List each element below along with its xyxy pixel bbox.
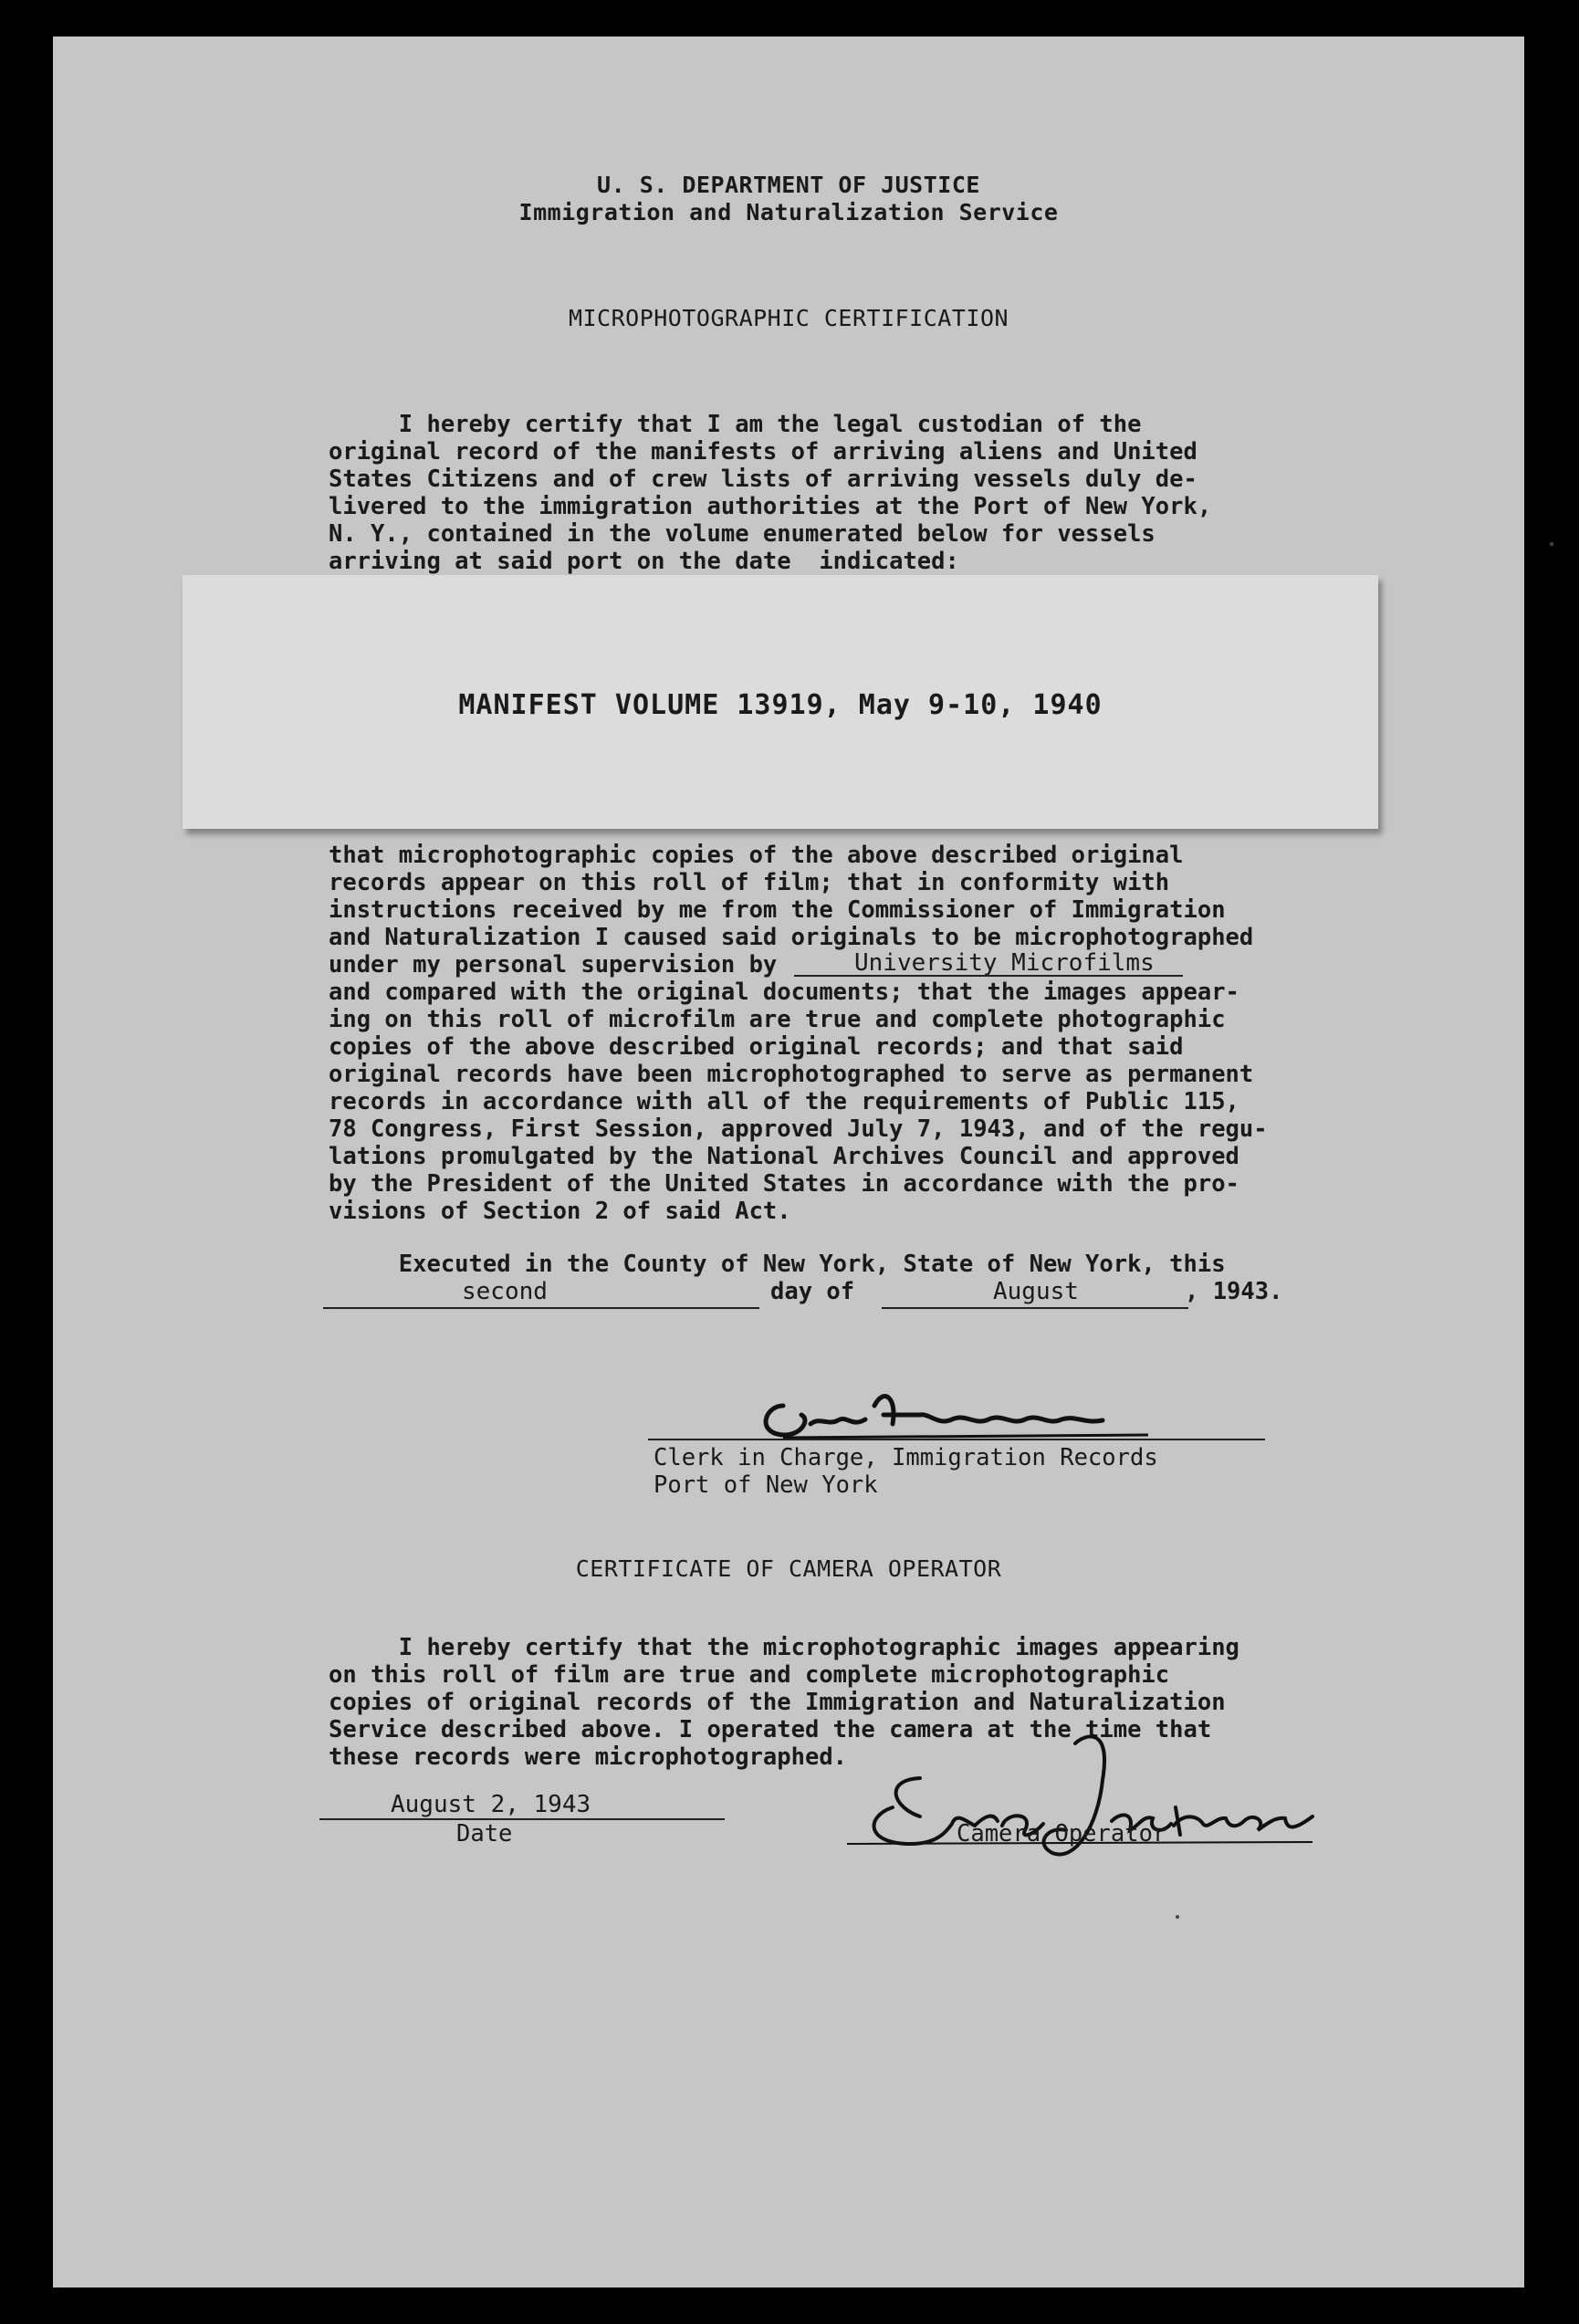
date-label: Date (456, 1820, 513, 1848)
text-line: and Naturalization I caused said originals to be microphotographed (329, 924, 1254, 951)
text-line: on this roll of film are true and complete microphotographic (329, 1661, 1170, 1689)
camera-operator-heading: CERTIFICATE OF CAMERA OPERATOR (575, 1555, 1002, 1582)
clerk-title: Clerk in Charge, Immigration Records (654, 1444, 1158, 1471)
day-of-label: day of (770, 1278, 855, 1305)
operator-label: Camera Operator (957, 1820, 1167, 1848)
supervisor-underline (794, 975, 1183, 977)
text-line: I hereby certify that I am the legal custodian of the (329, 411, 1142, 438)
manifest-volume-text: MANIFEST VOLUME 13919, May 9-10, 1940 (458, 689, 1103, 721)
year-value: , 1943. (1185, 1278, 1283, 1305)
text-line: livered to the immigration authorities at the Port of New York, (329, 493, 1212, 520)
day-value: second (462, 1278, 548, 1305)
text-line: instructions received by me from the Commissioner of Immigration (329, 896, 1226, 924)
text-line: States Citizens and of crew lists of arriving vessels duly de- (329, 466, 1197, 493)
month-value: August (993, 1278, 1079, 1305)
speck (1176, 1915, 1179, 1919)
text-line: I hereby certify that the microphotographic images appearing (329, 1634, 1239, 1661)
certification-title: MICROPHOTOGRAPHIC CERTIFICATION (568, 305, 1009, 331)
speck (1550, 542, 1553, 546)
service-heading: Immigration and Naturalization Service (518, 199, 1059, 225)
text-line: visions of Section 2 of said Act. (329, 1198, 791, 1225)
text-line: these records were microphotographed. (329, 1743, 848, 1771)
supervisor-value: University Microfilms (854, 949, 1155, 977)
manifest-slip (183, 575, 1378, 829)
executed-line: Executed in the County of New York, State of New York, this (329, 1251, 1226, 1278)
text-line: that microphotographic copies of the above described original (329, 842, 1184, 869)
text-line: 78 Congress, First Session, approved July 7, 1943, and of the regu- (329, 1115, 1268, 1143)
month-underline (882, 1307, 1188, 1309)
text-line: Service described above. I operated the camera at the time that (329, 1716, 1212, 1743)
text-line: original records have been microphotographed to serve as permanent (329, 1061, 1254, 1088)
clerk-port: Port of New York (654, 1471, 878, 1499)
text-line: original record of the manifests of arriving aliens and United (329, 438, 1197, 466)
text-line: copies of original records of the Immigration and Naturalization (329, 1689, 1226, 1716)
clerk-signature-line (648, 1439, 1265, 1440)
text-line: under my personal supervision by (329, 951, 778, 979)
text-line: N. Y., contained in the volume enumerated below for vessels (329, 520, 1155, 548)
text-line: records in accordance with all of the requirements of Public 115, (329, 1088, 1239, 1115)
operator-signature (838, 1716, 1349, 1871)
text-line: records appear on this roll of film; that in conformity with (329, 869, 1170, 896)
date-value: August 2, 1943 (391, 1791, 591, 1818)
text-line: copies of the above described original records; and that said (329, 1033, 1184, 1061)
document-page (53, 37, 1524, 2287)
text-line: and compared with the original documents; that the images appear- (329, 979, 1239, 1006)
text-line: by the President of the United States in accordance with the pro- (329, 1170, 1239, 1198)
date-underline (319, 1818, 725, 1820)
text-line: lations promulgated by the National Archives Council and approved (329, 1143, 1239, 1170)
department-heading: U. S. DEPARTMENT OF JUSTICE (597, 172, 980, 198)
day-underline (323, 1307, 759, 1309)
text-line: arriving at said port on the date indicated: (329, 548, 959, 575)
text-line: ing on this roll of microfilm are true and complete photographic (329, 1006, 1226, 1033)
